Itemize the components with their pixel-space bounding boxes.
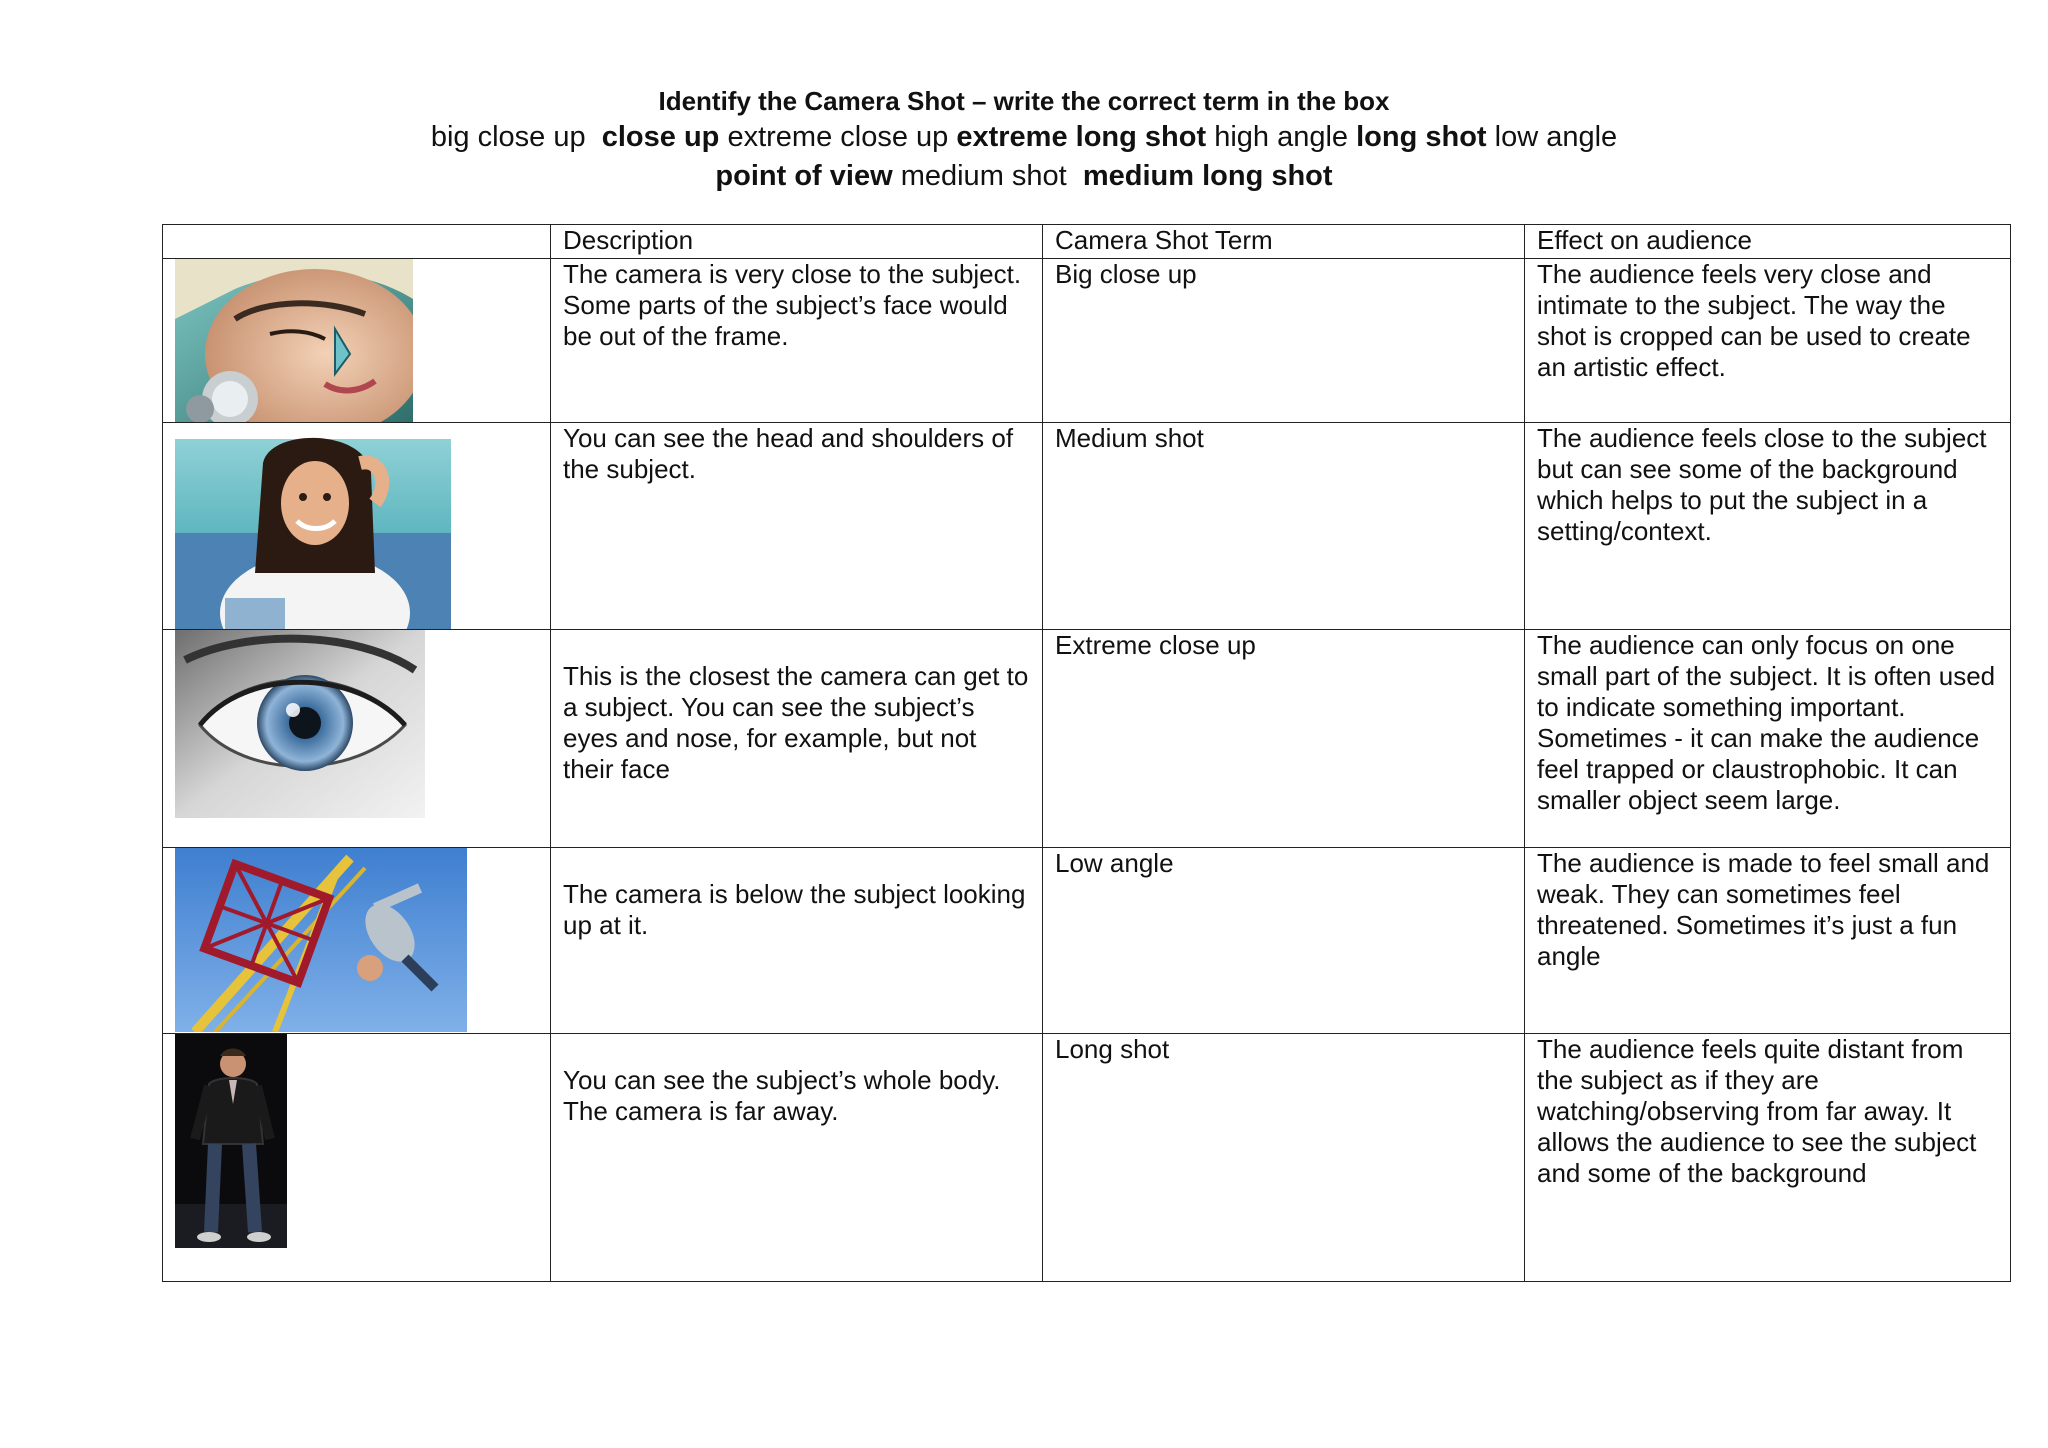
term-cell[interactable]: Medium shot — [1043, 423, 1525, 630]
description-cell: This is the closest the camera can get to a subject. You can see the subject’s eyes and nose, for example, but not their face — [551, 630, 1043, 848]
table-row — [163, 259, 2011, 423]
worksheet-header — [0, 84, 2048, 196]
table-row — [163, 423, 2011, 630]
camera-shot-table — [162, 224, 2011, 1282]
woman-portrait-photo-icon — [175, 423, 451, 629]
word-bank-term: long shot — [1356, 121, 1487, 153]
description-cell: You can see the head and shoulders of the subject. — [551, 423, 1043, 630]
term-cell[interactable]: Extreme close up — [1043, 630, 1525, 848]
term-cell[interactable]: Long shot — [1043, 1034, 1525, 1282]
word-bank-term: extreme long shot — [956, 121, 1207, 153]
effect-cell: The audience can only focus on one small part of the subject. It is often used to indicate something important. Sometimes - it can make the audience feel trapped or claustrophobic. It can smaller object seem large. — [1525, 630, 2011, 848]
word-bank-term: big close up — [430, 121, 586, 153]
table-row — [163, 1034, 2011, 1282]
header-term: Camera Shot Term — [1043, 225, 1525, 259]
word-bank-term: close up — [601, 121, 720, 153]
image-cell — [163, 259, 551, 423]
eye-photo-icon — [175, 630, 425, 818]
description-cell: The camera is below the subject looking up at it. — [551, 848, 1043, 1034]
effect-cell: The audience feels close to the subject but can see some of the background which helps to put the subject in a setting/context. — [1525, 423, 2011, 630]
word-bank-term: point of view — [715, 160, 893, 192]
man-full-body-photo-icon — [175, 1034, 287, 1248]
word-bank-term: high angle — [1214, 121, 1349, 153]
table-row — [163, 630, 2011, 848]
face-closeup-photo-icon — [175, 259, 413, 422]
word-bank-term: medium long shot — [1082, 160, 1333, 192]
description-cell: You can see the subject’s whole body. The camera is far away. — [551, 1034, 1043, 1282]
header-description: Description — [551, 225, 1043, 259]
effect-cell: The audience feels very close and intimate to the subject. The way the shot is cropped can be used to create an artistic effect. — [1525, 259, 2011, 423]
word-bank-term: medium shot — [900, 160, 1067, 192]
effect-cell: The audience feels quite distant from the subject as if they are watching/observing from far away. It allows the audience to see the subject and some of the background — [1525, 1034, 2011, 1282]
word-bank-term: low angle — [1494, 121, 1618, 153]
table-row — [163, 848, 2011, 1034]
worksheet-title: Identify the Camera Shot – write the correct term in the box — [658, 86, 1390, 116]
table-header-row — [163, 225, 2011, 259]
word-bank-line-1 — [0, 118, 2048, 157]
term-cell[interactable]: Low angle — [1043, 848, 1525, 1034]
header-effect: Effect on audience — [1525, 225, 2011, 259]
header-image-cell — [163, 225, 551, 259]
image-cell — [163, 630, 551, 848]
effect-cell: The audience is made to feel small and weak. They can sometimes feel threatened. Sometimes it’s just a fun angle — [1525, 848, 2011, 1034]
bungee-jump-photo-icon — [175, 848, 467, 1032]
description-cell: The camera is very close to the subject. Some parts of the subject’s face would be out of the frame. — [551, 259, 1043, 423]
image-cell — [163, 848, 551, 1034]
word-bank-term: extreme close up — [727, 121, 949, 153]
image-cell — [163, 423, 551, 630]
word-bank-line-2 — [0, 157, 2048, 196]
image-cell — [163, 1034, 551, 1282]
term-cell[interactable]: Big close up — [1043, 259, 1525, 423]
